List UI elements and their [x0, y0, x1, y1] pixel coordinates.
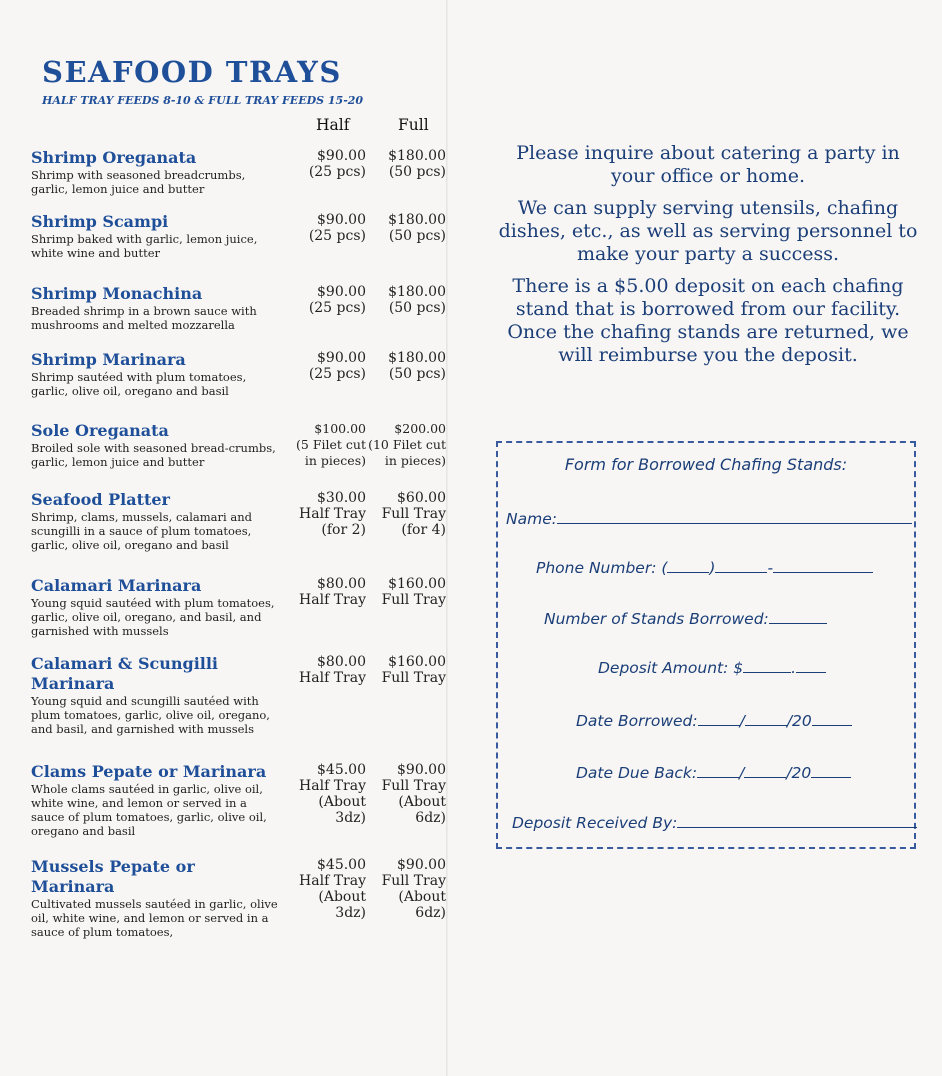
stands-field[interactable] [769, 609, 827, 624]
due-label: Date Due Back: [576, 764, 698, 782]
borrowed-day-field[interactable] [745, 711, 787, 726]
column-header-full: Full [398, 116, 429, 134]
received-field-row [512, 813, 917, 832]
item-name: Calamari & Scungilli Marinara [31, 654, 218, 693]
price-half: $30.00 Half Tray (for 2) [299, 490, 366, 538]
item-description: Shrimp sautéed with plum tomatoes, garlic, olive oil, oregano and basil [31, 370, 247, 398]
item-name: Shrimp Oreganata [31, 148, 197, 167]
price-full: $180.00 (50 pcs) [388, 212, 446, 244]
item-description: Shrimp baked with garlic, lemon juice, white wine and butter [31, 232, 258, 260]
page-fold [446, 0, 448, 1076]
price-half: $90.00 (25 pcs) [308, 284, 366, 316]
due-field-row [576, 763, 851, 782]
price-half: $45.00 Half Tray (About 3dz) [299, 762, 366, 826]
item-description: Whole clams sautéed in garlic, olive oil, white wine, and lemon or served in a sauce of plum tomatoes, garlic, olive oil, oregano and basil [31, 782, 267, 838]
borrowed-year-field[interactable] [812, 711, 852, 726]
phone-dash: - [767, 559, 774, 577]
name-field[interactable] [557, 509, 912, 524]
received-by-field[interactable] [677, 813, 917, 828]
item-name: Seafood Platter [31, 490, 170, 509]
borrowed-year-prefix: /20 [786, 712, 812, 730]
catering-paragraph: Please inquire about catering a party in your office or home. [516, 142, 900, 187]
price-full: $60.00 Full Tray (for 4) [381, 490, 446, 538]
item-name: Calamari Marinara [31, 576, 202, 595]
item-description: Shrimp with seasoned breadcrumbs, garlic, lemon juice and butter [31, 168, 246, 196]
price-full: $200.00 (10 Filet cut in pieces) [368, 421, 446, 468]
item-name: Sole Oreganata [31, 421, 169, 440]
price-full: $160.00 Full Tray [381, 654, 446, 686]
price-full: $180.00 (50 pcs) [388, 284, 446, 316]
deposit-dot: . [791, 659, 797, 677]
stands-label: Number of Stands Borrowed: [544, 610, 769, 628]
menu-item-sole-oreganata [31, 421, 446, 469]
phone-label: Phone Number: ( [536, 559, 668, 577]
item-description: Shrimp, clams, mussels, calamari and scungilli in a sauce of plum tomatoes, garlic, olive oil, oregano and basil [31, 510, 252, 552]
section-subtitle: HALF TRAY FEEDS 8-10 & FULL TRAY FEEDS 15-20 [42, 94, 364, 107]
price-full: $180.00 (50 pcs) [388, 350, 446, 382]
price-half: $80.00 Half Tray [299, 576, 366, 608]
received-label: Deposit Received By: [512, 814, 678, 832]
item-name: Mussels Pepate or Marinara [31, 857, 195, 896]
price-half: $90.00 (25 pcs) [308, 212, 366, 244]
name-label: Name: [506, 510, 557, 528]
due-month-field[interactable] [697, 763, 739, 778]
borrowed-month-field[interactable] [698, 711, 740, 726]
due-year-field[interactable] [811, 763, 851, 778]
price-full: $90.00 Full Tray (About 6dz) [381, 857, 446, 921]
price-full: $90.00 Full Tray (About 6dz) [381, 762, 446, 826]
services-paragraph: We can supply serving utensils, chafing dishes, etc., as well as serving personnel to make your party a success. [498, 197, 918, 265]
item-name: Shrimp Marinara [31, 350, 186, 369]
price-half: $90.00 (25 pcs) [308, 350, 366, 382]
borrowed-field-row [576, 711, 852, 730]
menu-item-seafood-platter [31, 490, 446, 552]
menu-item-shrimp-marinara [31, 350, 446, 398]
form-title: Form for Borrowed Chafing Stands: [564, 455, 848, 474]
menu-item-shrimp-monachina [31, 284, 446, 332]
phone-line-field[interactable] [773, 558, 873, 573]
menu-item-shrimp-oreganata [31, 148, 446, 196]
price-full: $180.00 (50 pcs) [388, 148, 446, 180]
column-header-half: Half [316, 116, 350, 134]
item-description: Young squid and scungilli sautéed with plum tomatoes, garlic, olive oil, oregano, and basil, and garnished with mussels [31, 694, 270, 736]
deposit-cents-field[interactable] [796, 658, 826, 673]
item-description: Cultivated mussels sautéed in garlic, olive oil, white wine, and lemon or served in a sauce of plum tomatoes, [31, 897, 278, 939]
phone-paren: ) [709, 559, 716, 577]
section-title: SEAFOOD TRAYS [42, 55, 342, 89]
menu-item-clams-pepate [31, 762, 446, 838]
stands-field-row [544, 609, 827, 628]
item-description: Young squid sautéed with plum tomatoes, garlic, olive oil, oregano, and basil, and garnished with mussels [31, 596, 275, 638]
price-half: $80.00 Half Tray [299, 654, 366, 686]
deposit-label: Deposit Amount: $ [598, 659, 744, 677]
phone-prefix-field[interactable] [715, 558, 767, 573]
item-name: Shrimp Monachina [31, 284, 203, 303]
borrowed-label: Date Borrowed: [576, 712, 698, 730]
due-day-field[interactable] [744, 763, 786, 778]
phone-area-code-field[interactable] [667, 558, 709, 573]
deposit-paragraph: There is a $5.00 deposit on each chafing stand that is borrowed from our facility. Once the chafing stands are returned, we will reimburse you the deposit. [507, 275, 909, 366]
name-field-row [506, 509, 912, 528]
price-half: $100.00 (5 Filet cut in pieces) [296, 421, 366, 468]
due-year-prefix: /20 [786, 764, 812, 782]
item-name: Shrimp Scampi [31, 212, 169, 231]
menu-item-calamari-marinara [31, 576, 446, 638]
price-half: $90.00 (25 pcs) [308, 148, 366, 180]
borrowed-slash: / [739, 712, 745, 730]
phone-field-row [536, 558, 873, 577]
menu-item-mussels-pepate [31, 857, 446, 939]
menu-item-shrimp-scampi [31, 212, 446, 260]
price-half: $45.00 Half Tray (About 3dz) [299, 857, 366, 921]
item-name: Clams Pepate or Marinara [31, 762, 267, 781]
menu-item-calamari-scungilli-marinara [31, 654, 446, 736]
price-full: $160.00 Full Tray [381, 576, 446, 608]
item-description: Breaded shrimp in a brown sauce with mushrooms and melted mozzarella [31, 304, 257, 332]
due-slash: / [739, 764, 745, 782]
deposit-dollars-field[interactable] [743, 658, 791, 673]
chafing-stand-form [496, 441, 916, 849]
deposit-field-row [598, 658, 826, 677]
item-description: Broiled sole with seasoned bread-crumbs, garlic, lemon juice and butter [31, 441, 276, 469]
